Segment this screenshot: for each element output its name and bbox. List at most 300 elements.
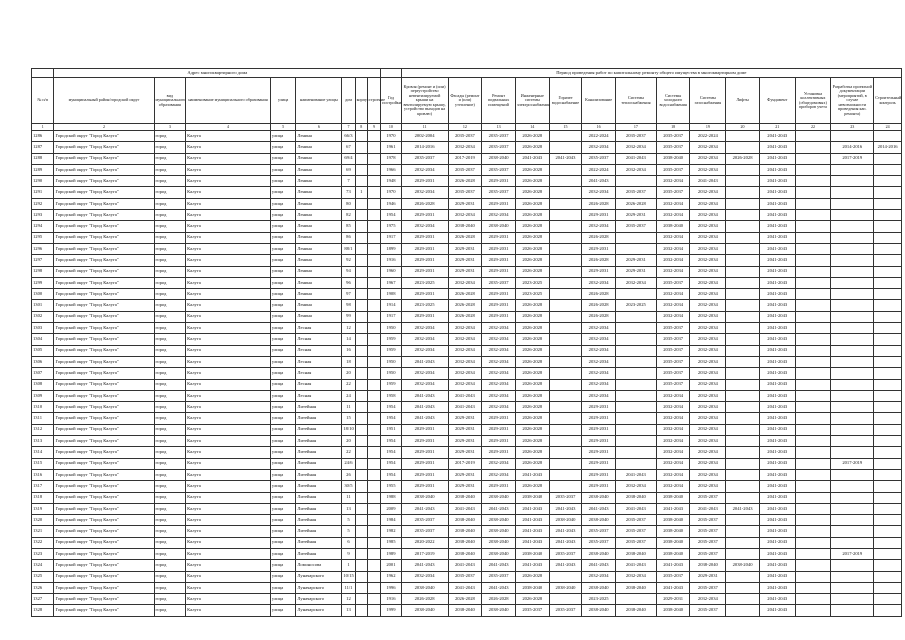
table-cell [726,515,760,526]
table-cell: 2026-2028 [726,153,760,164]
column-number: 15 [549,124,582,131]
table-cell: 1315 [32,458,54,469]
table-cell: 2032-2034 [582,379,616,390]
table-cell: 2035-2037 [690,605,726,616]
table-cell: 2038-2040 [515,492,549,503]
table-cell [726,413,760,424]
table-cell: Калуга [186,469,271,480]
table-cell: 80 [342,198,355,209]
table-cell [831,334,874,345]
table-cell: 2032-2034 [448,210,482,221]
table-cell: улица [270,560,296,571]
table-cell [831,131,874,142]
table-cell: 18 [342,356,355,367]
table-cell [549,481,582,492]
table-row [32,503,902,514]
table-cell: 2026-2028 [515,210,549,221]
table-cell: город [154,142,186,153]
table-cell [726,571,760,582]
table-cell: 1954 [381,210,401,221]
table-cell: улица [270,345,296,356]
table-cell: улица [270,582,296,593]
table-cell [355,210,367,221]
table-cell: 2029-2031 [582,447,616,458]
table-cell: 2026-2028 [515,390,549,401]
table-cell: Луначарского [296,605,342,616]
table-cell: 7 [342,176,355,187]
table-cell: 2041-2043 [759,255,795,266]
table-cell: 1301 [32,300,54,311]
table-cell [874,277,902,288]
table-cell: 1970 [381,131,401,142]
table-cell: Городской округ "Город Калуга" [54,548,154,559]
table-cell [367,548,380,559]
table-cell: 2032-2034 [482,334,516,345]
table-cell: 2026-2028 [515,402,549,413]
table-cell [355,402,367,413]
table-cell: Городской округ "Город Калуга" [54,277,154,288]
table-cell [831,605,874,616]
table-cell: 1323 [32,548,54,559]
table-cell: 2041-2043 [759,379,795,390]
column-number: 14 [515,124,549,131]
table-row [32,605,902,616]
table-cell: 2032-2034 [401,323,448,334]
table-row [32,469,902,480]
table-cell: 2035-2037 [482,277,516,288]
table-cell: 2032-2034 [690,481,726,492]
column-header: Строительный контроль [874,78,902,124]
table-cell: 2022-2024 [690,131,726,142]
table-cell [726,481,760,492]
table-cell: улица [270,266,296,277]
table-cell: город [154,537,186,548]
table-cell: 2032-2034 [582,571,616,582]
table-cell [874,503,902,514]
table-cell [795,289,831,300]
table-cell [874,210,902,221]
table-cell [831,221,874,232]
table-cell [874,289,902,300]
column-header: вид муниципального образования [154,78,186,124]
table-cell: 2032-2034 [656,424,690,435]
table-cell: 2035-2037 [448,131,482,142]
table-cell: 2032-2034 [401,334,448,345]
table-cell: 2041-2043 [759,232,795,243]
table-cell: 2029-2031 [448,243,482,254]
table-cell: 2032-2034 [448,356,482,367]
table-cell: 2026-2028 [515,436,549,447]
table-cell: улица [270,379,296,390]
table-cell [726,323,760,334]
table-cell [355,481,367,492]
table-cell: 2032-2034 [582,142,616,153]
table-cell: 2038-2040 [482,548,516,559]
table-cell [795,153,831,164]
table-cell: 2038-2040 [482,605,516,616]
table-cell: Литейная [296,492,342,503]
table-cell: 1313 [32,436,54,447]
table-cell [367,323,380,334]
table-cell: 12 [342,594,355,605]
table-cell [615,390,656,401]
table-cell [831,300,874,311]
table-cell [831,424,874,435]
table-cell: 2032-2034 [401,345,448,356]
table-cell [726,164,760,175]
table-cell: 24 [342,390,355,401]
table-cell [874,571,902,582]
table-cell: 2035-2037 [690,537,726,548]
table-cell: 2038-2040 [726,560,760,571]
table-cell [549,356,582,367]
table-cell: 2041-2043 [582,176,616,187]
table-cell [367,153,380,164]
table-cell: 2029-2031 [448,469,482,480]
table-cell: 2029-2031 [582,469,616,480]
table-cell: 2041-2043 [401,503,448,514]
table-cell: 2032-2034 [690,210,726,221]
table-cell [549,368,582,379]
table-cell: Калуга [186,164,271,175]
table-cell [874,515,902,526]
table-cell: 2029-2031 [656,594,690,605]
table-cell [795,266,831,277]
table-row [32,210,902,221]
table-cell: Городской округ "Город Калуга" [54,368,154,379]
table-cell: 1899 [381,243,401,254]
table-cell [549,221,582,232]
table-cell [795,379,831,390]
table-cell: Калуга [186,243,271,254]
column-number: 22 [795,124,831,131]
table-cell: улица [270,458,296,469]
table-cell [355,368,367,379]
table-cell: 2035-2037 [401,515,448,526]
column-number: 6 [296,124,342,131]
table-cell: 2038-2040 [615,548,656,559]
table-cell: 2032-2034 [448,277,482,288]
table-cell: 2032-2034 [401,368,448,379]
table-cell: 2041-2043 [759,605,795,616]
table-cell: 1325 [32,571,54,582]
table-cell: Литейная [296,458,342,469]
table-cell: Лесная [296,390,342,401]
table-cell: 2032-2034 [690,221,726,232]
table-cell: 2035-2037 [582,537,616,548]
table-cell: 2032-2034 [482,210,516,221]
table-cell: город [154,515,186,526]
table-cell: 2032-2034 [690,289,726,300]
table-cell [726,300,760,311]
table-cell: Калуга [186,368,271,379]
table-cell: 1954 [381,402,401,413]
table-cell [549,323,582,334]
table-cell: Ленина [296,131,342,142]
table-cell: 2026-2028 [482,594,516,605]
table-cell: 2032-2034 [482,469,516,480]
table-cell: 2035-2037 [615,131,656,142]
table-row [32,153,902,164]
table-cell: 2026-2028 [401,594,448,605]
table-cell: 2026-2028 [448,289,482,300]
table-cell: 2038-2040 [656,221,690,232]
table-cell: 2026-2028 [515,221,549,232]
table-cell: 2029-2031 [582,436,616,447]
table-cell: Ленина [296,300,342,311]
table-cell: 2026-2028 [401,198,448,209]
table-cell [355,232,367,243]
table-cell [795,605,831,616]
table-cell: 2038-2040 [482,526,516,537]
table-cell: Городской округ "Город Калуга" [54,526,154,537]
table-row [32,323,902,334]
table-cell: 97 [342,289,355,300]
table-cell [874,469,902,480]
table-cell: 2041-2043 [759,560,795,571]
table-cell [795,548,831,559]
table-cell: 2041-2043 [759,243,795,254]
table-cell: 2032-2034 [482,323,516,334]
header-numbers-row [32,124,902,131]
column-number: 20 [726,124,760,131]
table-cell: 2041-2043 [401,560,448,571]
table-cell [831,571,874,582]
table-cell: 2041-2043 [759,142,795,153]
table-cell [795,537,831,548]
table-cell [367,526,380,537]
table-cell: 2032-2034 [656,266,690,277]
table-cell [549,402,582,413]
table-cell: 2026-2028 [515,413,549,424]
table-cell: 2041-2043 [690,176,726,187]
table-cell: 2032-2034 [690,334,726,345]
table-row [32,537,902,548]
table-cell: 2029-2031 [482,436,516,447]
table-cell [874,402,902,413]
table-cell: город [154,277,186,288]
table-cell: 2041-2043 [401,390,448,401]
table-cell: Калуга [186,379,271,390]
table-cell: 2038-2040 [582,548,616,559]
table-cell: Калуга [186,345,271,356]
table-cell [367,537,380,548]
table-cell: 2041-2043 [759,198,795,209]
table-cell: улица [270,164,296,175]
table-cell: Калуга [186,334,271,345]
table-cell: Ломоносова [296,560,342,571]
table-cell: Калуга [186,492,271,503]
table-cell: 2032-2034 [582,323,616,334]
table-cell [355,526,367,537]
table-cell [874,131,902,142]
table-cell: улица [270,323,296,334]
column-header: дом [342,78,355,124]
table-cell: 2041-2043 [759,210,795,221]
table-cell [874,390,902,401]
table-cell: 2026-2028 [515,368,549,379]
table-cell: 13 [342,503,355,514]
table-cell [795,469,831,480]
table-cell: 1297 [32,255,54,266]
table-cell: 2035-2037 [482,131,516,142]
table-cell: 2032-2034 [482,345,516,356]
table-cell: 2032-2034 [690,323,726,334]
table-cell: улица [270,605,296,616]
table-cell: Ленина [296,198,342,209]
table-cell: Литейная [296,436,342,447]
table-cell: 2029-2031 [582,266,616,277]
header-group-row [32,69,902,78]
table-cell [874,436,902,447]
table-cell: 2029-2031 [448,255,482,266]
table-cell: Калуга [186,277,271,288]
table-cell: Городской округ "Город Калуга" [54,582,154,593]
table-cell: Калуга [186,300,271,311]
table-cell: город [154,548,186,559]
table-cell [367,311,380,322]
table-cell: 2041-2043 [515,469,549,480]
table-cell: Литейная [296,548,342,559]
table-cell [726,198,760,209]
table-cell [726,447,760,458]
table-cell: 5 [342,515,355,526]
table-cell: 2032-2034 [656,402,690,413]
table-cell: 2032-2034 [656,481,690,492]
table-cell: 2032-2034 [482,402,516,413]
table-cell [355,503,367,514]
table-cell: 2032-2034 [582,356,616,367]
table-cell [549,469,582,480]
table-cell: 1292 [32,198,54,209]
table-cell [549,198,582,209]
table-cell [795,221,831,232]
table-cell: 2032-2034 [690,198,726,209]
table-cell: 2026-2028 [515,255,549,266]
table-cell: 1293 [32,210,54,221]
table-cell: 2029-2031 [482,176,516,187]
table-cell [355,300,367,311]
table-cell: город [154,210,186,221]
table-cell [367,334,380,345]
table-cell: 1 [342,560,355,571]
table-cell: 2041-2043 [759,571,795,582]
column-number: 23 [831,124,874,131]
table-cell: 2029-2031 [448,436,482,447]
table-cell: 2029-2031 [401,481,448,492]
table-cell: 2032-2034 [448,323,482,334]
table-cell: 2026-2028 [582,289,616,300]
table-cell [874,492,902,503]
table-cell [355,379,367,390]
table-cell: улица [270,153,296,164]
table-cell: Городской округ "Город Калуга" [54,515,154,526]
table-cell [726,187,760,198]
table-cell: Калуга [186,390,271,401]
table-cell [831,379,874,390]
table-cell: улица [270,198,296,209]
table-cell: 2029-2031 [448,424,482,435]
table-cell: 1954 [381,447,401,458]
table-cell: 22 [342,379,355,390]
table-cell: 2041-2043 [401,356,448,367]
table-cell [367,594,380,605]
table-cell: Калуга [186,255,271,266]
column-header: Фасады (ремонт и (или) утепление) [448,78,482,124]
column-number: 11 [401,124,448,131]
table-cell: улица [270,300,296,311]
column-header: Системы теплоснабжения [615,78,656,124]
table-cell: 1307 [32,368,54,379]
table-cell [726,334,760,345]
table-row [32,131,902,142]
table-cell [367,142,380,153]
table-cell: 2035-2037 [656,187,690,198]
table-cell [549,345,582,356]
table-cell: 2035-2037 [482,142,516,153]
table-cell: 2032-2034 [656,311,690,322]
table-cell: 12 [342,323,355,334]
table-cell: Городской округ "Город Калуга" [54,266,154,277]
table-cell: 1954 [381,458,401,469]
table-cell [874,481,902,492]
table-cell [367,131,380,142]
table-cell: 2017-2019 [831,458,874,469]
table-cell: 1327 [32,594,54,605]
table-cell: 2032-2034 [448,345,482,356]
table-cell: 1286 [32,131,54,142]
table-cell: 2041-2043 [615,560,656,571]
table-cell [615,413,656,424]
table-cell: 2032-2034 [401,164,448,175]
table-cell: 2032-2034 [482,458,516,469]
table-cell: Городской округ "Город Калуга" [54,311,154,322]
table-cell: 1326 [32,582,54,593]
table-cell: 2029-2031 [482,481,516,492]
table-cell: 2038-2040 [448,221,482,232]
table-cell: Ленина [296,289,342,300]
table-cell: Калуга [186,153,271,164]
table-row [32,515,902,526]
table-cell: улица [270,277,296,288]
table-cell: Городской округ "Город Калуга" [54,232,154,243]
table-cell [355,390,367,401]
table-cell [355,255,367,266]
table-cell [549,436,582,447]
table-cell: 1298 [32,266,54,277]
column-header: Разработка проектной документации (мероприятий, в случае невозможности проведения кап. ремонта) [831,78,874,124]
table-cell [355,458,367,469]
table-cell: улица [270,289,296,300]
table-cell [831,503,874,514]
table-cell: 2029-2031 [401,469,448,480]
table-cell: 2026-2028 [515,232,549,243]
table-cell [831,311,874,322]
table-cell: 2041-2043 [759,356,795,367]
table-cell: 2035-2037 [690,492,726,503]
table-cell: 2041-2043 [401,413,448,424]
table-cell [795,582,831,593]
table-cell: 2017-2019 [448,458,482,469]
table-cell: 2032-2034 [656,436,690,447]
table-cell: 2041-2043 [759,548,795,559]
table-cell: 9 [342,548,355,559]
table-cell [795,594,831,605]
table-cell [726,548,760,559]
table-cell [367,402,380,413]
table-cell: 2026-2028 [582,198,616,209]
table-cell: 2041-2043 [759,594,795,605]
